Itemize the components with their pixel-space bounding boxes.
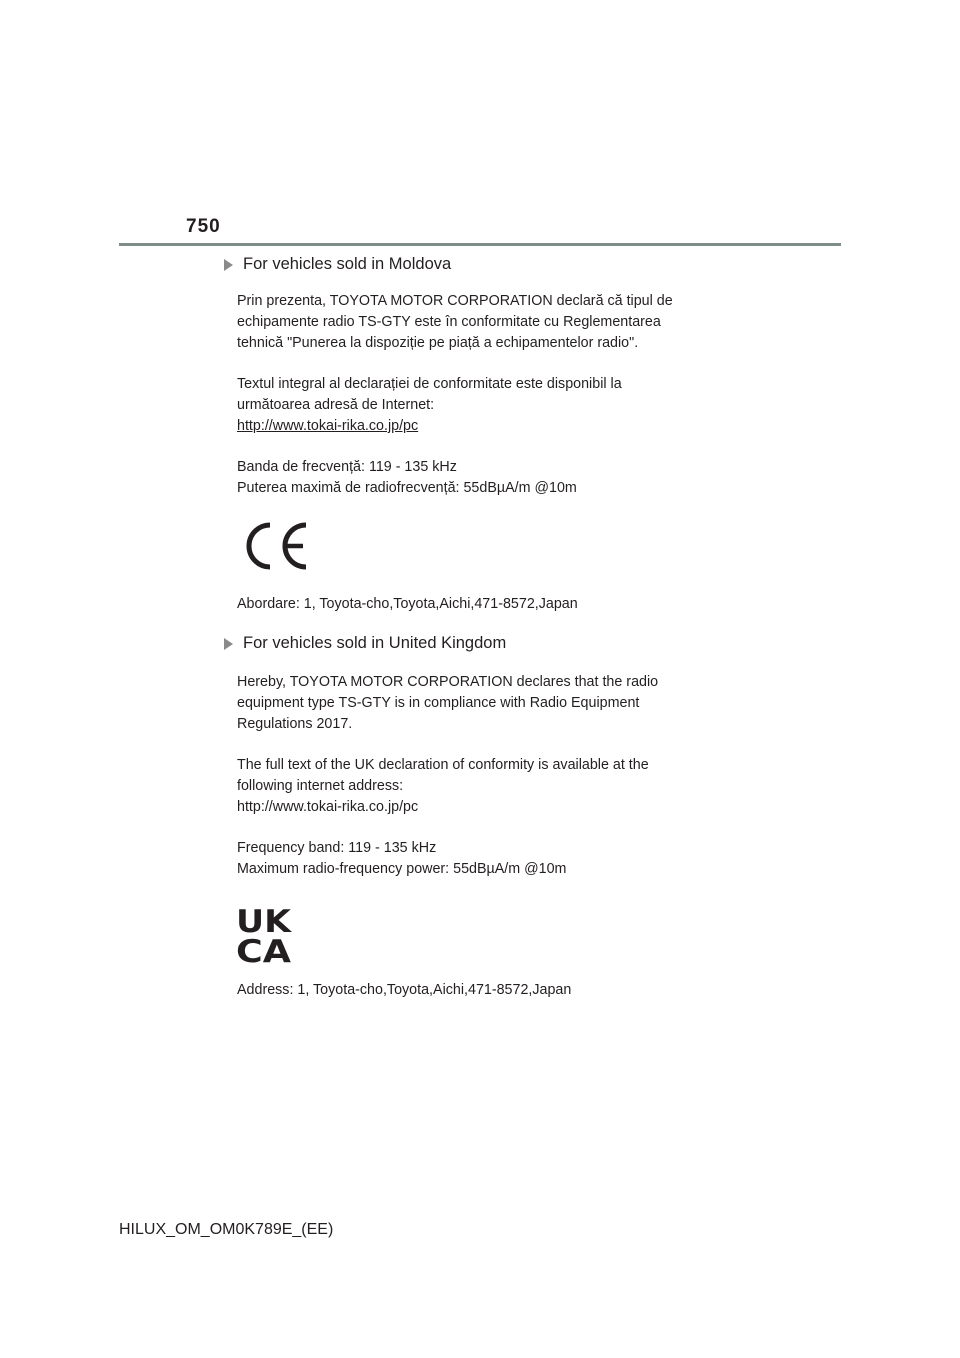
declaration-line: echipamente radio TS-GTY este în conformitate cu Reglementarea (237, 314, 661, 330)
uk-availability (237, 755, 649, 818)
availability-line: Textul integral al declarației de conformitate este disponibil la (237, 376, 622, 392)
uk-address (237, 980, 571, 1001)
moldova-radio-specs (237, 457, 577, 499)
page-number: 750 (186, 216, 221, 237)
max-power: Maximum radio-frequency power: 55dBµA/m @10m (237, 861, 567, 877)
section-heading-text: For vehicles sold in United Kingdom (243, 634, 507, 652)
declaration-line: Regulations 2017. (237, 716, 353, 732)
declaration-url: http://www.tokai-rika.co.jp/pc (237, 799, 419, 815)
moldova-availability (237, 374, 622, 437)
ukca-mark-text: UK (236, 906, 292, 940)
triangle-bullet-icon (224, 259, 233, 271)
ce-mark-icon (245, 521, 311, 571)
moldova-address (237, 594, 578, 615)
declaration-url-link[interactable]: http://www.tokai-rika.co.jp/pc (237, 418, 419, 434)
document-footer: HILUX_OM_OM0K789E_(EE) (119, 1221, 334, 1238)
availability-line: The full text of the UK declaration of conformity is available at the (237, 757, 649, 773)
availability-line: following internet address: (237, 778, 404, 794)
section-heading-text: For vehicles sold in Moldova (243, 255, 452, 273)
ukca-mark-text: CA (236, 934, 292, 964)
triangle-bullet-icon (224, 638, 233, 650)
uk-declaration (237, 672, 658, 735)
frequency-band: Frequency band: 119 - 135 kHz (237, 840, 437, 856)
frequency-band: Banda de frecvență: 119 - 135 kHz (237, 459, 457, 475)
availability-line: următoarea adresă de Internet: (237, 397, 435, 413)
declaration-line: tehnică "Punerea la dispoziție pe piață a echipamentelor radio". (237, 335, 639, 351)
address-line: Address: 1, Toyota-cho,Toyota,Aichi,471-8572,Japan (237, 982, 572, 998)
max-power: Puterea maximă de radiofrecvență: 55dBµA/m @10m (237, 480, 577, 496)
moldova-declaration (237, 291, 673, 354)
declaration-line: Hereby, TOYOTA MOTOR CORPORATION declares that the radio (237, 674, 659, 690)
declaration-line: equipment type TS-GTY is in compliance with Radio Equipment (237, 695, 640, 711)
declaration-line: Prin prezenta, TOYOTA MOTOR CORPORATION declară că tipul de (237, 293, 673, 309)
ukca-mark-icon (236, 906, 292, 964)
section-heading-uk (224, 634, 506, 653)
header-rule (119, 243, 841, 246)
section-heading-moldova (224, 255, 451, 274)
uk-radio-specs (237, 838, 566, 880)
address-line: Abordare: 1, Toyota-cho,Toyota,Aichi,471-8572,Japan (237, 596, 578, 612)
